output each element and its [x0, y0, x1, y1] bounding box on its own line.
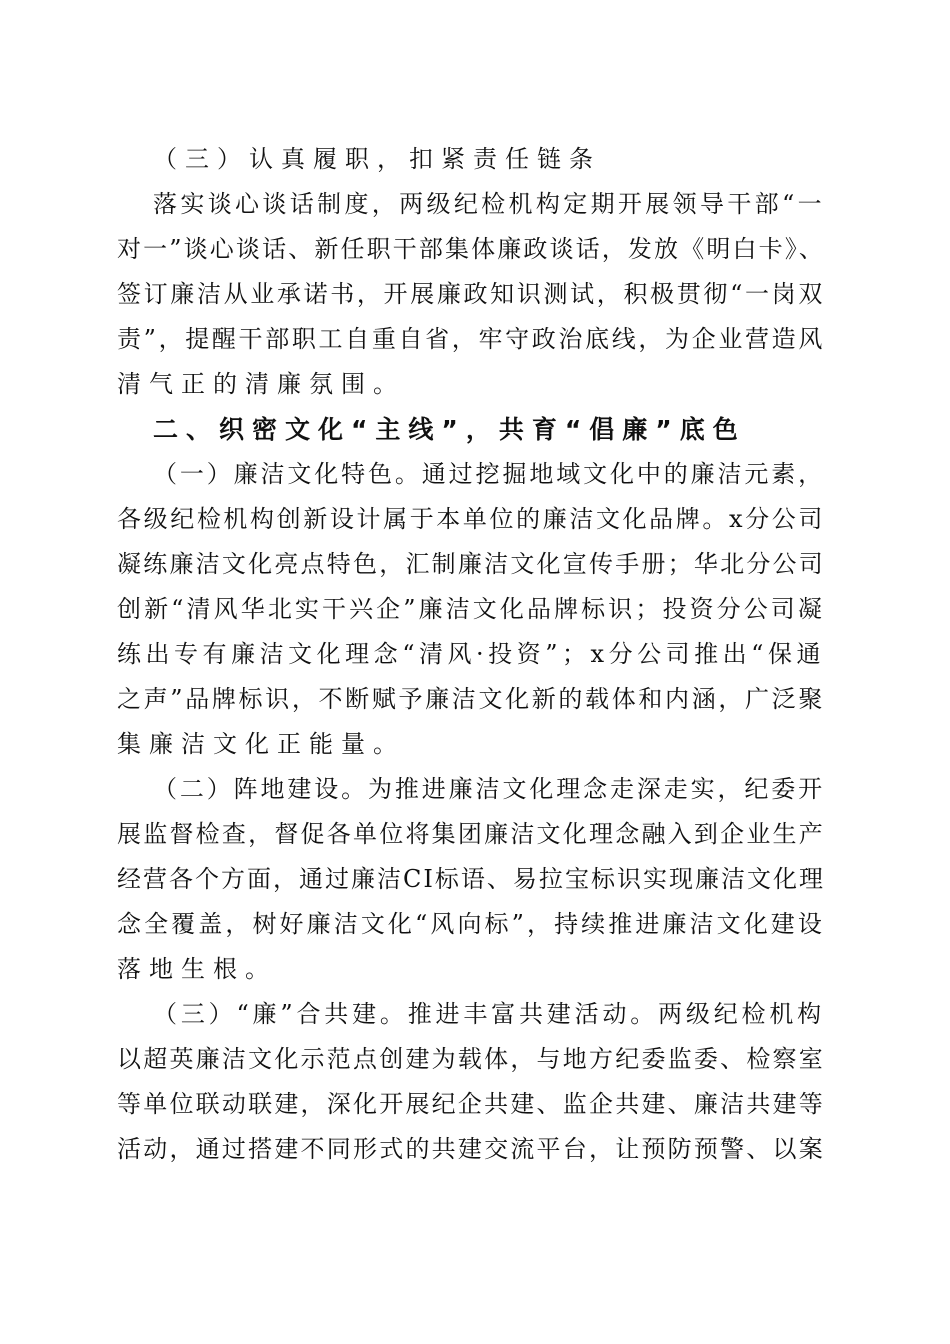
line-text: 责”，提醒干部职工自重自省，牢守政治底线，为企业营造风 — [117, 325, 825, 353]
document-page — [117, 137, 827, 1172]
paragraph-line — [117, 362, 827, 407]
paragraph-line — [117, 947, 827, 992]
line-text: 经营各个方面，通过廉洁CI标语、易拉宝标识实现廉洁文化理 — [117, 865, 825, 893]
paragraph-line — [117, 632, 827, 677]
line-text: （二）阵地建设。为推进廉洁文化理念走深走实，纪委开 — [153, 775, 825, 803]
line-text: 集廉洁文化正能量。 — [117, 730, 405, 758]
paragraph-line — [117, 677, 827, 722]
paragraph-line — [117, 452, 827, 497]
paragraph-line — [117, 182, 827, 227]
paragraph-line — [117, 587, 827, 632]
line-text: 二、织密文化“主线”，共育“倡廉”底色 — [153, 415, 746, 444]
line-text: （一）廉洁文化特色。通过挖掘地域文化中的廉洁元素， — [153, 460, 825, 488]
paragraph-line — [117, 1127, 827, 1172]
paragraph-line — [117, 272, 827, 317]
line-text: 对一”谈心谈话、新任职干部集体廉政谈话，发放《明白卡》、 — [117, 235, 825, 263]
line-text: 活动，通过搭建不同形式的共建交流平台，让预防预警、以案 — [117, 1135, 825, 1163]
line-text: （三）“廉”合共建。推进丰富共建活动。两级纪检机构 — [153, 1000, 825, 1028]
subsection-heading — [117, 137, 827, 182]
paragraph-line — [117, 857, 827, 902]
line-text: 练出专有廉洁文化理念“清风·投资”；x分公司推出“保通 — [117, 640, 825, 668]
line-text: 以超英廉洁文化示范点创建为载体，与地方纪委监委、检察室 — [117, 1045, 825, 1073]
line-text: （三）认真履职，扣紧责任链条 — [153, 145, 601, 173]
line-text: 签订廉洁从业承诺书，开展廉政知识测试，积极贯彻“一岗双 — [117, 280, 825, 308]
line-text: 念全覆盖，树好廉洁文化“风向标”，持续推进廉洁文化建设 — [117, 910, 825, 938]
paragraph-line — [117, 497, 827, 542]
line-text: 落实谈心谈话制度，两级纪检机构定期开展领导干部“一 — [153, 190, 825, 218]
line-text: 落地生根。 — [117, 955, 277, 983]
paragraph-line — [117, 767, 827, 812]
line-text: 清气正的清廉氛围。 — [117, 370, 405, 398]
line-text: 凝练廉洁文化亮点特色，汇制廉洁文化宣传手册；华北分公司 — [117, 550, 825, 578]
paragraph-line — [117, 722, 827, 767]
paragraph-line — [117, 227, 827, 272]
line-text: 等单位联动联建，深化开展纪企共建、监企共建、廉洁共建等 — [117, 1090, 825, 1118]
line-text: 展监督检查，督促各单位将集团廉洁文化理念融入到企业生产 — [117, 820, 825, 848]
paragraph-line — [117, 812, 827, 857]
line-text: 之声”品牌标识，不断赋予廉洁文化新的载体和内涵，广泛聚 — [117, 685, 825, 713]
paragraph-line — [117, 902, 827, 947]
paragraph-line — [117, 542, 827, 587]
paragraph-line — [117, 992, 827, 1037]
paragraph-line — [117, 1082, 827, 1127]
line-text: 创新“清风华北实干兴企”廉洁文化品牌标识；投资分公司凝 — [117, 595, 825, 623]
line-text: 各级纪检机构创新设计属于本单位的廉洁文化品牌。x分公司 — [117, 505, 825, 533]
section-heading — [117, 407, 827, 452]
paragraph-line — [117, 317, 827, 362]
paragraph-line — [117, 1037, 827, 1082]
